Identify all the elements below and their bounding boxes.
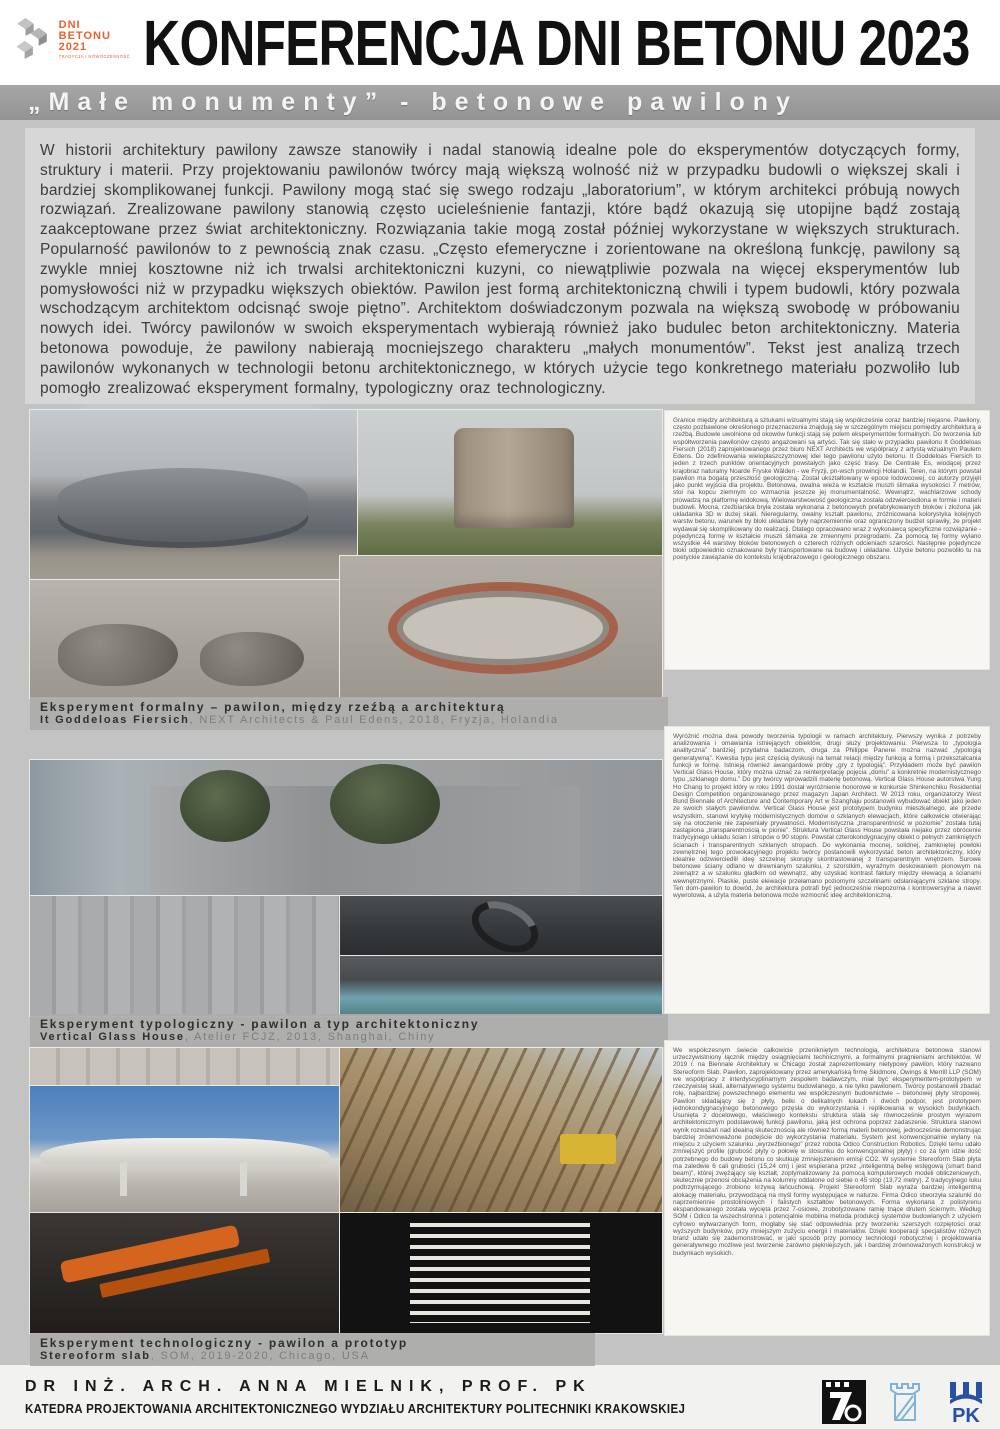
politechnika-krakowska-logo [944,1380,988,1424]
layered-slab-building-render-photo [340,1213,662,1333]
section1-caption [30,697,668,730]
concrete-cubes-icon [14,11,57,69]
column-shape [240,1162,247,1196]
svg-text:PK: PK [952,1405,980,1424]
section2-caption-credit [40,1031,658,1043]
oval-formwork-shape [388,582,618,674]
section2-project-meta: , Atelier FCJZ, 2013, Shanghai, Chiny [184,1031,436,1043]
tree-shape [180,770,270,842]
glass-floor-interior-photo [340,956,662,1016]
tree-shape [330,764,440,844]
section2-photo-collage [30,760,662,1016]
header [0,0,1000,85]
logo-line-2: BETONU [58,30,111,43]
timber-beams-shape [340,1048,662,1213]
boulder-shape [200,632,304,686]
dni-betonu-logo [14,7,130,73]
section3-caption-title: Eksperyment technologiczny - pawilon a prototyp [40,1336,408,1350]
tower-shape [454,428,574,528]
board-formed-concrete-photo [30,896,340,1016]
boulder-shape [58,624,178,686]
section3-caption-credit [40,1350,585,1362]
canopy-shape [40,1138,330,1164]
section3-body-text: We współczesnym świecie całkowicie przenikniętym technologią, architektura betonowa stanowi urzeczywistniony łącznik między osiągnięciami technicznymi, a formalnymi pragnieniami architektów. W 2019 r. na Biennale Architektury w Chicago został zaprezentowany nietypowy pawilon, który nazwano Stereoform Slab. Pawilon, zaprojektowany przez amerykańską firmę Skidmore, Owings & Merrill LLP (SOM) we współpracy z interdyscyplinarnym zespołem badawczym, miał być eksperymentem-prototypem w rzeczywistej skali, alternatywnego systemu budowlanego, a nie tylko pawilonem. Twórcy postanowili zbadać rolę, najbardziej powszechnego elementu we współczesnym budownictwie – betonowej płyty stropowej. Pawilon składający się z płyty, belki o delikatnych łukach i dwóch podpor, jest prototypem jednokondygnacyjnego betonowego przęsła do wykorzystania i replikowania w wysokich budynkach. Usunięta z docelowego, właściwego kontekstu struktura stała się równocześnie prostym wyrazem architektonicznym podstawowej funkcji pawilonu, jaką jest ochrona poprzez zadaszenie. Struktura stanowi wynik rozważań nad idealną skutecznością ale również formą materii betonowej, jednocześnie demonstrując bardziej zrównoważone podejście do wykorzystania materiału. System jest konwencjonalnie wylany na miejscu z użyciem szalunku „wyrzeźbionego” przez robota Odico Construction Robotics. Dzięki temu udało zmniejszyć profile (grubość płyty o połowę w stosunku do konwencjonalnej płyty) i co za tym idzie ilość potrzebnego do budowy betonu co skutkuje zmniejszeniem emisji CO2. W systemie Stereoform Slab płyta ma zaledwie 6 cali grubości (15,24 cm) i jest wspierana przez „inteligentną belkę wstęgową (smart band beam)”, której zwężający się kształt, zoptymalizowany za pomocą komputerowych modeli obliczeniowych, skutecznie przenosi obciążenia na kolumny oddalone od siebie o 45 stóp (13,72 metry). Z tradycyjnego łuku podtrzymującego zrobiono krzywą łańcuchową. Projekt Stereoform Slab wyraża bardziej inteligentną alokację materiału, przywodzącą na myśl formy występujące w naturze. Firma Odico stworzyła szalunki do naprzemiennie prostoliniowych i falistych kształtów betonowych. Forma wykonana z polistyrenu ekspandowanego została wycięta przez 7-osiowe, zrobotyzowane ramię tnące drutem ściernym. Według SOM i Odico ta wszechstronna i potencjalnie mobilna metoda produkcji systemów budowlanych z użyciem cyfrowo wytwarzanych form, mogłaby się stać odpowiednia przy tworzeniu szerszych rozpiętości oraz wyższych budynków, przy mniejszym zużyciu energii i materiałów. Dzięki kooperacji specjalistów różnych branż udało się zademonstrować, w jaki sposób przy pomocy technologii robotycznej i projektowania generatywnego możliwe jest tworzenie zarówno piękniejszych, jak i bardziej zrównoważonych konstrukcji w budynkach wysokich. [664,1040,990,1336]
title-wrap [118,0,994,85]
section3-project-name: Stereoform slab [40,1350,151,1362]
section1-caption-title: Eksperyment formalny – pawilon, między rzeźbą a architekturą [40,700,506,714]
section1-project-name: It Goddeloas Fiersich [40,714,190,726]
intro-box [25,128,975,404]
subtitle-text: „Małe monumenty” - betonowe pawilony [28,88,798,116]
department-line: KATEDRA PROJEKTOWANIA ARCHITEKTONICZNEGO WYDZIAŁU ARCHITEKTURY POLITECHNIKI KRAKOWSKIEJ [25,1402,686,1416]
timber-formwork-construction-photo [340,1048,662,1213]
section2-project-name: Vertical Glass House [40,1031,185,1043]
section2-caption-title: Eksperyment typologiczny - pawilon a typ architektoniczny [40,1017,480,1031]
section3-caption [30,1333,595,1366]
slab-stack-shape [410,1223,590,1323]
column-shape [120,1162,127,1196]
robotic-arm-cutting-photo [30,1213,340,1333]
spiral-pavilion-construction-photo [30,410,358,580]
page-title: KONFERENCJA DNI BETONU 2023 [142,6,970,79]
crane-shape [560,1134,616,1164]
spiral-stair-shape [464,896,547,956]
section3-project-meta: , SOM, 2019-2020, Chicago, USA [150,1350,370,1362]
footer-logos [822,1380,988,1424]
section1-photo-collage [30,410,662,698]
pavilion-ring-shape [58,468,308,542]
spiral-stair-interior-photo [340,896,662,956]
castle-tower-logo [883,1380,927,1424]
author-line: DR INŻ. ARCH. ANNA MIELNIK, PROF. PK [25,1378,592,1395]
concrete-wall-trees-photo [30,760,662,896]
section1-project-meta: , NEXT Architects & Paul Edens, 2018, Fryzja, Holandia [189,714,559,726]
white-canopy-pavilion-photo [30,1086,340,1213]
intro-paragraph: W historii architektury pawilony zawsze stanowiły i nadal stanowią idealne pole do eksperymentów dotyczących formy, struktury i materii. Przy projektowaniu pawilonów twórcy mają większą wolność niż w przypadku budowli o większej skali i bardziej skomplikowanej funkcji. Pawilony mogą stać się swego rodzaju „laboratorium”, w którym architekci próbują nowych rozwiązań. Zrealizowane pawilony stanowią często ucieleśnienie fantazji, które bądź okazują się utopijne bądź zostają zaakceptowane przez świat architektoniczny. Rozwiązania takie mogą został później wykorzystane w większych strukturach. Popularność pawilonów to z pewnością znak czasu. „Często efemeryczne i zorientowane na określoną funkcję, pawilony są zwykle mniej kosztowne niż ich trwalsi architektoniczni kuzyni, co niewątpliwie pozwala na więcej eksperymentów lub pomysłowości niż w przypadku większych obiektów. Pawilon jest formą architektoniczną chwili i typem budowli, który pozwala wschodzącym architektom odcisnąć swoje piętno”. Architektom doświadczonym pozwala na większą swobodę w próbowaniu nowych idei. Twórcy pawilonów w swoich eksperymentach wybierają również jako budulec beton architektoniczny. Materia betonowa powoduje, że pawilony nabierają mocniejszego charakteru „małych monumentów”. Tekst jest analizą trzech pawilonów wykonanych w technologii betonu architektonicznego, w których użycie tego konkretnego materiału pozwoliło lub pomogło zrealizować eksperyment formalny, typologiczny oraz technologiczny. [40,142,960,397]
oval-formwork-aerial-photo [340,556,662,698]
logo-line-3: 2021 [58,41,88,54]
logo-line-1: DNI [58,19,81,32]
subtitle-banner [0,85,1000,120]
boulders-photo [30,580,340,698]
section3-photo-collage [30,1048,662,1333]
section2-caption [30,1014,668,1047]
robotic-arm-shape [60,1225,241,1284]
section2-body-text: Wyróżnić można dwa powody tworzenia typologii w ramach architektury. Pierwszy wynika z potrzeby analizowania i omawiania istniejących obiektów, drugi służy projektowaniu. Pierwsza to „typologia analityczna” bardziej przydatna badaczom, druga za Philippe Panerei można nazwać „typologią generatywną”. Kwestia typu jest częścią dyskusji na temat relacji między funkcją a formą i przekształcania funkcji w formę. Istnieją również awangardowe próby „gry z typologią”. Przykładem może być pawilon Vertical Glass House, który można uznać za reinterpretację pojęcia „domu” a konkretnie modernistycznego typu „szklanego domu.” Do gry twórcy wprowadzili materię betonową. Vertical Glass House autorstwa Yung Ho Chang to projekt który w roku 1991 dostał wyróżnienie honorowe w konkursie Shinkenchiku Residential Design Competition organizowanego przez magazyn Japan Architect. W 2013 roku, organizatorzy West Bund Biennale of Architecture and Contemporary Art w Szanghaju postanowili wybudować obiekt jako jeden ze swoich stałych pawilonów. Vertical Glass House jest prototypem budynku mieszkalnego, ale przede wszystkim, stanowi krytykę modernistycznych domów o szklanych elewacjach, które całkowicie otwierając się na otoczenie nie zapewniały prywatności. Modernistyczna „transparentność w poziomie” została tutaj zastąpiona „transparentnością w pionie”. Struktura Vertical Glass House powstała niejako przez obrócenie tradycyjnego układu ścian i stropów o 90 stopni. Powstał czterokondygnacyjny obiekt o pełnych zamkniętych ścianach i transparentnych szklanych stropach. Do wykonania mocnej, solidnej, zamkniętej powłoki zewnętrznej tego prowokacyjnego projektu twórcy postanowili wykorzystać beton architektoniczny, który idealnie odzwierciedlił ideę szczelnej skorupy skontrastowanej z transparentnym wnętrzem. Surowe betonowe ściany odlano w drewnianym szalunku, z szorstkim, wyraźnym deskowaniem pionowym na zewnątrz a w szalunku gładkim od wewnątrz, aby uzyskać kontrast faktury między elewacją a ścianami wewnętrznymi. Płaskie, puste elewacje przełamano poziomymi szczelinami odsłaniającymi szklane stropy. Ten dom-pawilon to dowód, że architektura potrafi być jednocześnie niepozorna i kontrowersyjna a nawet wywrotowa, a użyta materia betonowa może wzmocnić ideę architektoniczną. [664,726,990,1014]
section1-body-text: Granice między architekturą a sztukami wizualnymi stają się współcześnie coraz bardziej niejasne. Pawilony, często pozbawione określonego przeznaczenia znajdują się w szczególnym miejscu pomiędzy architekturą a rzeźbą. Budowle uwolnione od okowów funkcji stają się polem eksperymentów formalnych. Do tworzenia lub współtworzenia pawilonów często angażowani są artyści. Tak się stało w przypadku pawilonu It Goddeloas Fiersich (2018) zaprojektowanego przez biuro NEXT Architects we współpracy z artystą wizualnym Paulem Edens. Do zdefiniowania wielopłaszczyznowej idei tego pawilonu użyto betonu. It Goddeloas Fiersich to jeden z trzech punktów orientacyjnych powstałych jako część trasy. De Centrale Es, wiodącej przez krajobraz naturalny Noarde Fryske Wâlden - we Fryzji, pn-wsch prowincji Holandii. Teren, na którym powstał pawilon ma bogatą przeszłość geologiczną. Został ukształtowany w epoce lodowcowej, co autorzy przyjęli jako punkt wyjścia dla projektu. Betonowa, owalna wieża w kształcie muszli ślimaka wysokości 7 metrów, stoi na kopcu ziemnym co wzmacnia jeszcze jej monumentalność. Wewnątrz, wachlarzowe schody prowadzą na platformę widokową. Wielowarstwowość geologiczna została odzwierciedlona w formie i materii budowli. Mocna, rzeźbiarska bryła została wykonana z betonowych prefabrykowanych bloków i złożona jak układanka 3D w dużej skali. Nieregularny, owalny kształt pawilonu, zróżnicowana kolorystyka kolejnych warstw betonu, warunek by bloki układane były naprzemiennie oraz ograniczony budżet sprawiły, że projekt wydawał się skomplikowany do realizacji. Dlatego opracowano wraz z wykonawcą specyficzne rozwiązanie - pojedynczą formę w kształcie muszli ślimaka ze zmiennymi przegrodami. Za pomocą tej formy wylano wszystkie 44 warstwy bloków betonowych o czterech różnych odcieniach szarości. Następnie pojedyncze bloki odpowiednio oznakowane były transportowane na budowę i układane. Użycie betonu pozwoliło tu na poetyckie zawiązanie do kontekstu krajobrazowego i geologicznego obszaru. [664,410,990,670]
concrete-tower-photo [358,410,662,556]
formwork-ceiling-strip-photo [30,1048,340,1086]
architecture-faculty-logo [822,1380,866,1424]
section1-caption-credit [40,714,658,726]
logo-tagline: TRADYCJA I NOWOCZESNOŚĆ [58,54,130,60]
